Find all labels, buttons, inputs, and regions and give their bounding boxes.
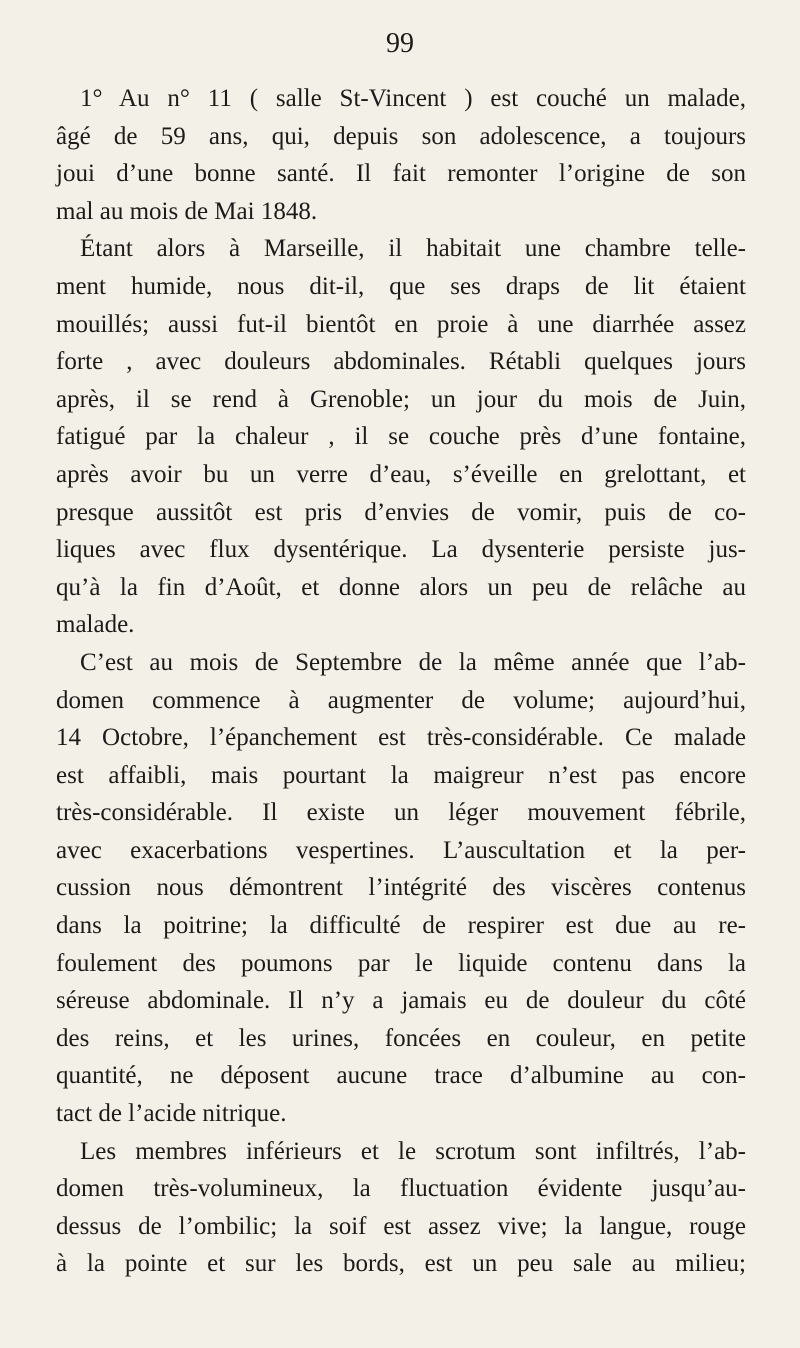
text-line: 1° Au n° 11 ( salle St-Vincent ) est couché un malade, xyxy=(80,85,746,112)
text-line: ment humide, nous dit-il, que ses draps de lit étaient xyxy=(56,272,746,300)
text-line: dessus de l’ombilic; la soif est assez vive; la langue, rouge xyxy=(56,1212,746,1240)
text-line: tact de l’acide nitrique. xyxy=(56,1100,287,1128)
text-line: presque aussitôt est pris d’envies de vomir, puis de co- xyxy=(56,498,746,526)
text-line: cussion nous démontrent l’intégrité des viscères contenus xyxy=(56,874,746,902)
text-line: qu’à la fin d’Août, et donne alors un peu de relâche au xyxy=(56,573,746,601)
text-line: est affaibli, mais pourtant la maigreur n’est pas encore xyxy=(56,761,746,789)
text-line: mouillés; aussi fut-il bientôt en proie à une diarrhée assez xyxy=(56,310,746,338)
body-text xyxy=(56,80,746,1283)
text-line: joui d’une bonne santé. Il fait remonter l’origine de son xyxy=(56,160,746,188)
text-line: quantité, ne déposent aucune trace d’albumine au con- xyxy=(56,1062,746,1090)
text-line: dans la poitrine; la difficulté de respirer est due au re- xyxy=(56,912,746,940)
text-line: fatigué par la chaleur , il se couche près d’une fontaine, xyxy=(56,423,746,451)
text-line: liques avec flux dysentérique. La dysenterie persiste jus- xyxy=(56,536,746,564)
text-line: après, il se rend à Grenoble; un jour du mois de Juin, xyxy=(56,385,746,413)
text-line: après avoir bu un verre d’eau, s’éveille en grelottant, et xyxy=(56,460,746,488)
text-line: séreuse abdominale. Il n’y a jamais eu de douleur du côté xyxy=(56,987,746,1015)
text-line: Les membres inférieurs et le scrotum sont infiltrés, l’ab- xyxy=(80,1137,746,1165)
text-line: C’est au mois de Septembre de la même année que l’ab- xyxy=(80,648,746,676)
text-line: des reins, et les urines, foncées en couleur, en petite xyxy=(56,1024,746,1052)
text-line: 14 Octobre, l’épanchement est très-considérable. Ce malade xyxy=(56,724,746,752)
text-line: malade. xyxy=(56,611,135,639)
text-line: avec exacerbations vespertines. L’auscultation et la per- xyxy=(56,836,746,864)
text-line: forte , avec douleurs abdominales. Rétabli quelques jours xyxy=(56,348,746,376)
text-line: à la pointe et sur les bords, est un peu sale au milieu; xyxy=(56,1250,746,1278)
text-line: très-considérable. Il existe un léger mouvement fébrile, xyxy=(56,799,746,827)
text-line: foulement des poumons par le liquide contenu dans la xyxy=(56,949,746,977)
text-line: domen très-volumineux, la fluctuation évidente jusqu’au- xyxy=(56,1175,746,1203)
text-line: Étant alors à Marseille, il habitait une chambre telle- xyxy=(80,235,746,263)
text-line: mal au mois de Mai 1848. xyxy=(56,197,318,225)
text-line: âgé de 59 ans, qui, depuis son adolescence, a toujours xyxy=(56,122,746,150)
text-line: domen commence à augmenter de volume; aujourd’hui, xyxy=(56,686,746,714)
page-number: 99 xyxy=(386,28,414,59)
